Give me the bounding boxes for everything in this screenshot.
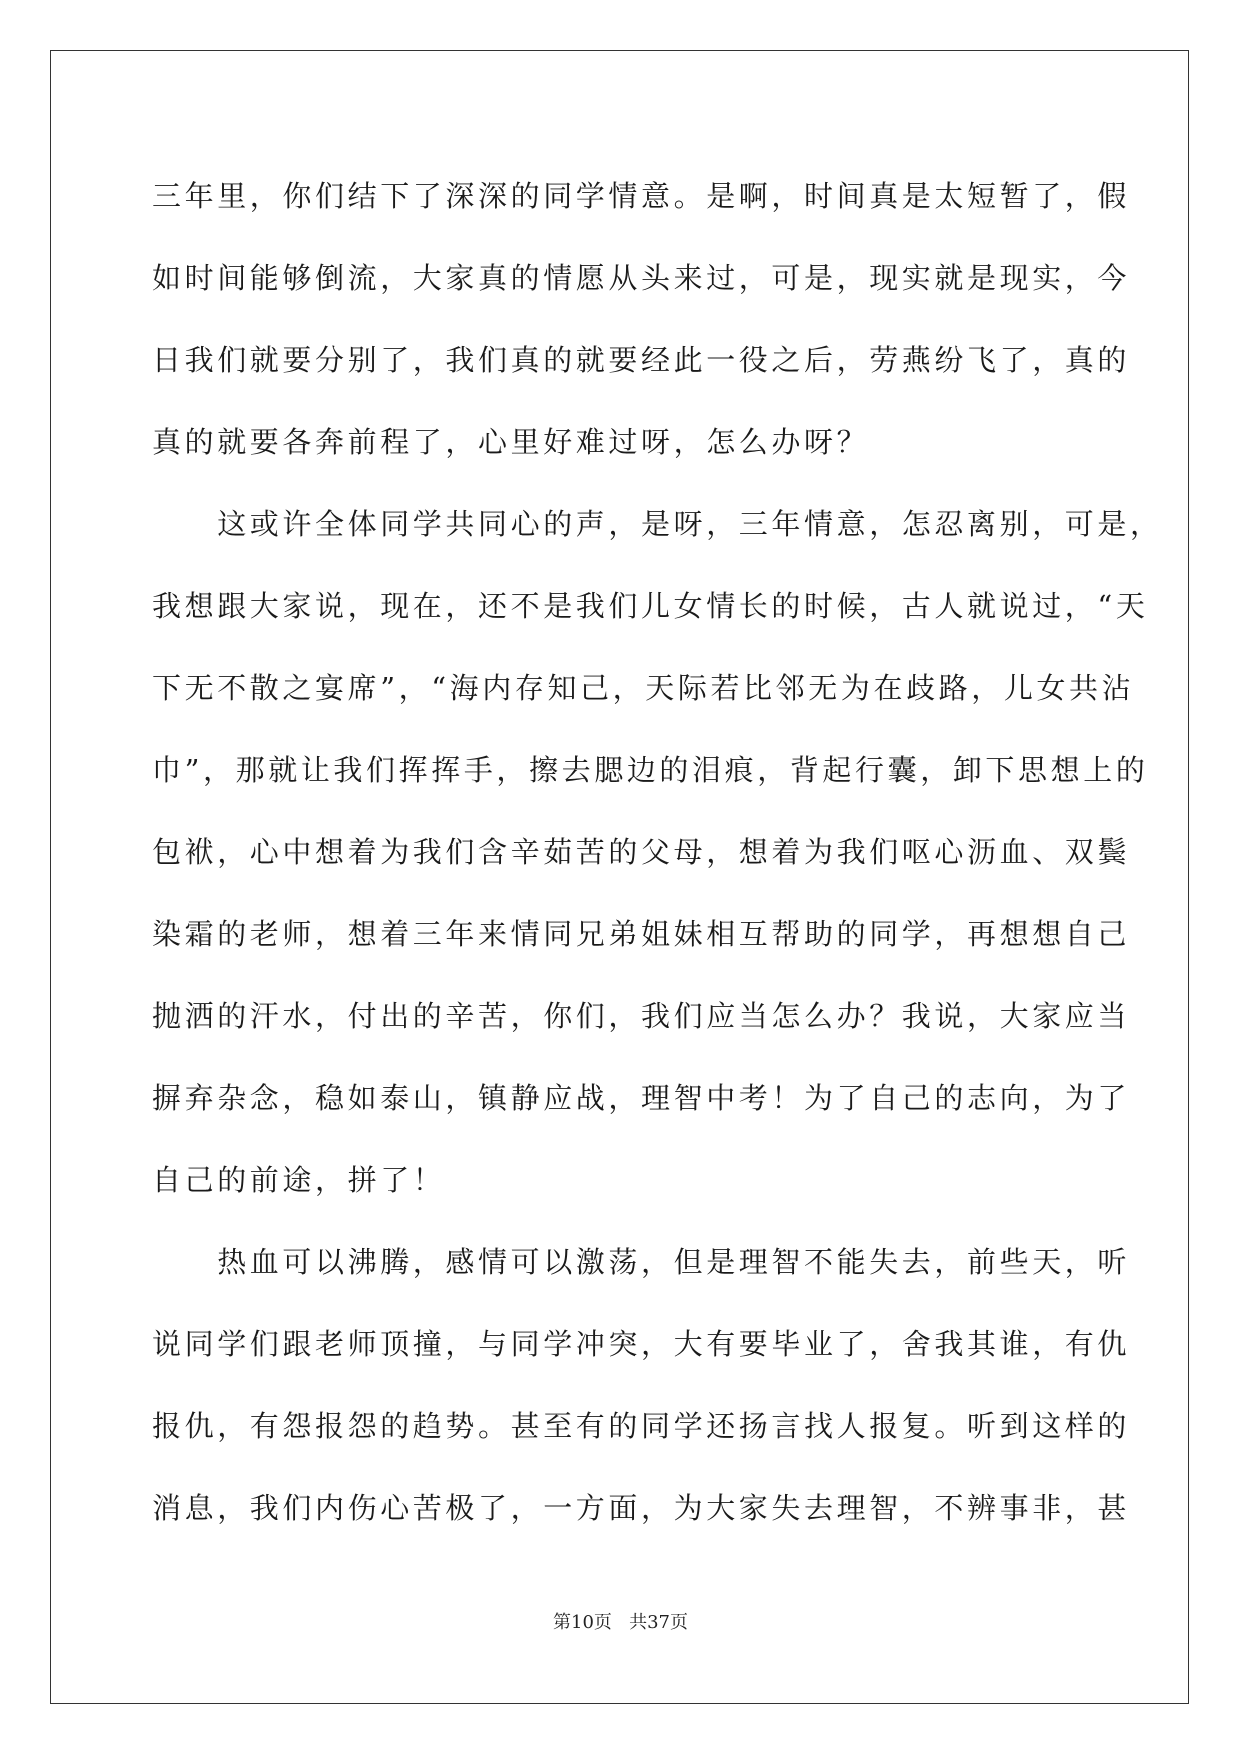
text-line: 自己的前途，拼了！ [152,1163,446,1197]
page-total: 共37页 [629,1612,688,1633]
text-line: 包袱，心中想着为我们含辛茹苦的父母，想着为我们呕心沥血、双鬓 [152,835,1131,869]
text-line: 巾”，那就让我们挥挥手，擦去腮边的泪痕，背起行囊，卸下思想上的 [152,753,1149,787]
text-line: 我想跟大家说，现在，还不是我们儿女情长的时候，古人就说过，“天 [152,589,1149,623]
text-line: 热血可以沸腾，感情可以激荡，但是理智不能失去，前些天，听 [152,1245,1131,1279]
text-line: 这或许全体同学共同心的声，是呀，三年情意，怎忍离别，可是， [152,507,1163,541]
text-line: 三年里，你们结下了深深的同学情意。是啊，时间真是太短暂了，假 [152,179,1131,213]
text-line: 报仇，有怨报怨的趋势。甚至有的同学还扬言找人报复。听到这样的 [152,1409,1131,1443]
text-line: 染霜的老师，想着三年来情同兄弟姐妹相互帮助的同学，再想想自己 [152,917,1131,951]
page-number: 第10页 [553,1612,612,1633]
document-body [152,155,1163,1549]
text-line: 抛洒的汗水，付出的辛苦，你们，我们应当怎么办？我说，大家应当 [152,999,1131,1033]
text-line: 消息，我们内伤心苦极了，一方面，为大家失去理智，不辨事非，甚 [152,1491,1131,1525]
text-line: 说同学们跟老师顶撞，与同学冲突，大有要毕业了，舍我其谁，有仇 [152,1327,1131,1361]
text-line: 如时间能够倒流，大家真的情愿从头来过，可是，现实就是现实，今 [152,261,1131,295]
text-line: 下无不散之宴席”，“海内存知己，天际若比邻无为在歧路，儿女共沾 [152,671,1135,705]
text-line: 日我们就要分别了，我们真的就要经此一役之后，劳燕纷飞了，真的 [152,343,1131,377]
text-line: 真的就要各奔前程了，心里好难过呀，怎么办呀？ [152,425,870,459]
page-footer [0,1608,1241,1634]
text-line: 摒弃杂念，稳如泰山，镇静应战，理智中考！为了自己的志向，为了 [152,1081,1131,1115]
